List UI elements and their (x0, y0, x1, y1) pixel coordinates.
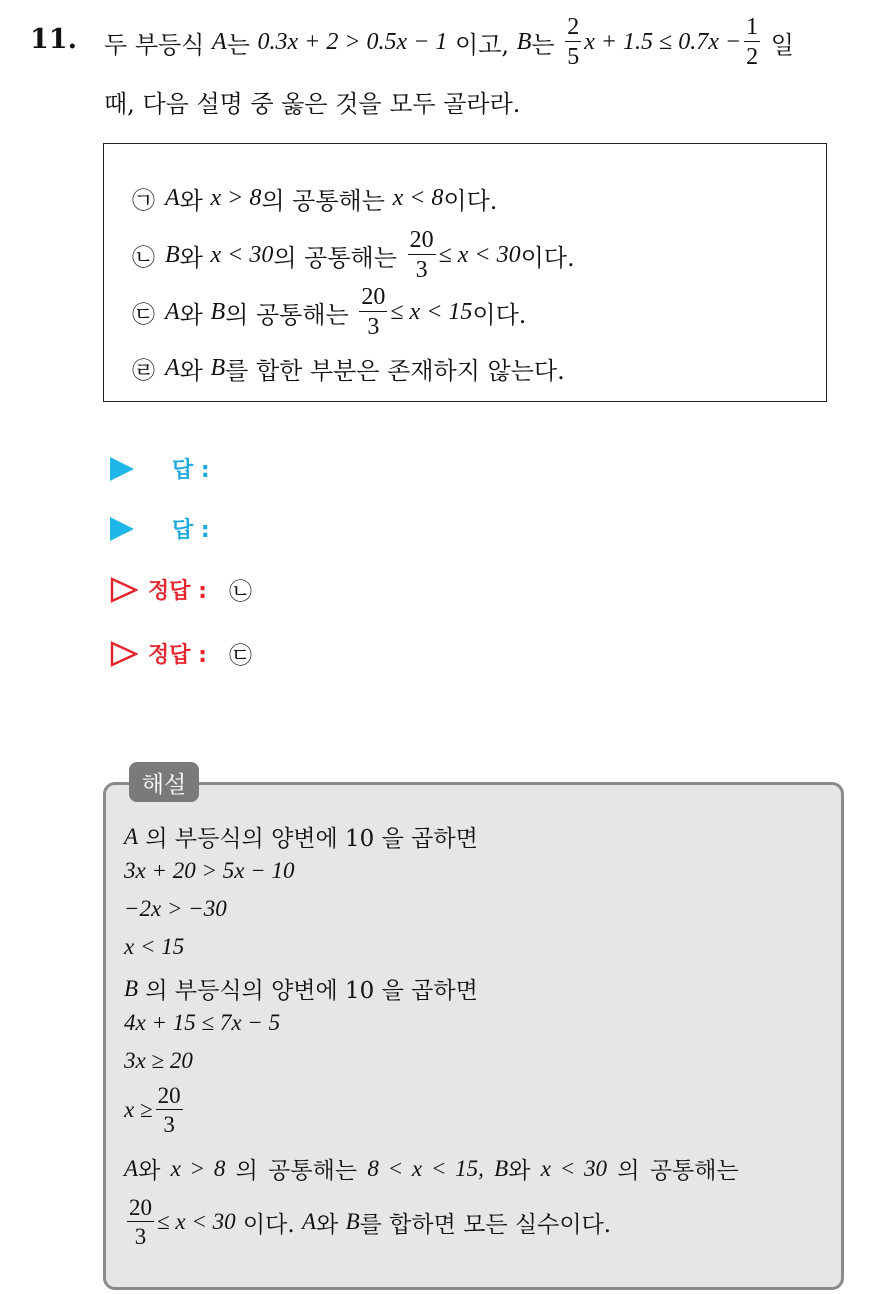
text: 의 공통해는 (617, 1158, 739, 1184)
math: ≤ x < 30 (157, 1209, 236, 1234)
correct-answer-value: ㉢ (228, 643, 252, 669)
math-var: A (124, 823, 139, 849)
text: 이다. (472, 300, 527, 329)
choices-box (103, 143, 827, 402)
fraction-denominator: 3 (415, 257, 428, 283)
math-var: A (165, 354, 180, 381)
solution-line-5 (124, 972, 478, 1005)
math-var-A: A (212, 28, 227, 55)
text: 의 공통해는 (261, 186, 385, 215)
text: 와 (316, 1211, 339, 1238)
math: ≤ x < 15 (390, 298, 473, 325)
text: 와 (138, 1158, 161, 1184)
text: 일 (770, 30, 794, 59)
choice-marker: ㉢ (132, 301, 155, 328)
math-var: B (345, 1209, 360, 1234)
correct-answer-row-2 (110, 637, 252, 670)
fraction (156, 1084, 183, 1136)
math-var: A (124, 1155, 139, 1181)
fraction-denominator: 3 (134, 1224, 147, 1249)
correct-answer-label: 정답 : (148, 579, 207, 604)
fraction-denominator: 5 (567, 44, 580, 70)
solution-line-10 (124, 1196, 611, 1248)
solution-line-9 (124, 1152, 739, 1185)
text: 는 (226, 30, 250, 59)
choice-marker: ㉠ (132, 187, 155, 214)
fraction-numerator: 20 (129, 1195, 152, 1220)
play-triangle-icon (110, 517, 134, 541)
solution-line-7: 3x ≥ 20 (124, 1048, 193, 1073)
answer-label: 답 : (172, 518, 210, 543)
math-var: B (165, 241, 180, 268)
math-var-B: B (516, 28, 532, 55)
text: 이다. (520, 243, 575, 272)
inequality-A: 0.3x + 2 > 0.5x − 1 (257, 28, 448, 55)
outline-triangle-icon (110, 641, 138, 667)
correct-answer-label: 정답 : (148, 643, 207, 668)
fraction (408, 228, 436, 282)
math: x < 8 (392, 184, 444, 211)
choice-4 (132, 340, 565, 396)
fraction (359, 285, 387, 339)
math: x > 8 (170, 1155, 226, 1181)
math: ≤ x < 30 (438, 241, 521, 268)
math-var: A (165, 184, 180, 211)
fraction (565, 15, 581, 69)
solution-line-1 (124, 820, 478, 853)
text: 와 (179, 243, 203, 272)
solution-line-4: x < 15 (124, 934, 185, 959)
problem-statement-line2: 때, 다음 설명 중 옳은 것을 모두 골라라. (104, 90, 521, 118)
solution-tab: 해설 (129, 762, 199, 802)
math-var: A (301, 1209, 317, 1234)
solution-line-6: 4x + 15 ≤ 7x − 5 (124, 1010, 281, 1035)
fraction-numerator: 1 (746, 14, 759, 40)
problem-number: 11. (30, 24, 77, 55)
answer-row-1 (110, 453, 210, 484)
fraction-numerator: 20 (409, 227, 434, 253)
text: 와 (179, 356, 203, 385)
text: 의 공통해는 (273, 243, 397, 272)
fraction (127, 1196, 154, 1248)
correct-answer-row-1 (110, 573, 252, 606)
text: 의 공통해는 (235, 1158, 358, 1184)
problem-statement-line1 (104, 12, 794, 72)
text: 와 (179, 300, 203, 329)
text: 이다. (443, 186, 498, 215)
answer-row-2 (110, 513, 210, 544)
text: 는 (531, 30, 555, 59)
math-var: B (124, 975, 139, 1001)
correct-answer-value: ㉡ (228, 579, 252, 605)
math-var: B (210, 354, 226, 381)
choice-marker: ㉣ (132, 357, 155, 384)
text: 와 (179, 186, 203, 215)
answer-label: 답 : (172, 458, 210, 483)
fraction-denominator: 3 (367, 314, 380, 340)
math-var: B (494, 1155, 509, 1181)
math-var: A (165, 298, 180, 325)
fraction (744, 15, 760, 69)
text: 의 공통해는 (225, 300, 349, 329)
math: x ≥ (124, 1097, 153, 1122)
fraction-numerator: 2 (567, 14, 580, 40)
text: 의 부등식의 양변에 10 을 곱하면 (145, 978, 478, 1004)
solution-line-8 (124, 1084, 186, 1136)
math: 8 < x < 15, (367, 1155, 484, 1181)
math: x < 30 (210, 241, 274, 268)
fraction-denominator: 3 (163, 1112, 175, 1137)
text: 를 합하면 모든 실수이다. (359, 1211, 612, 1238)
choice-1 (132, 170, 497, 226)
text: 를 합한 부분은 존재하지 않는다. (225, 356, 565, 385)
outline-triangle-icon (110, 577, 138, 603)
math: x < 30 (540, 1155, 607, 1181)
choice-3 (132, 284, 526, 340)
text: 의 부등식의 양변에 10 을 곱하면 (145, 826, 478, 852)
math: x > 8 (210, 184, 262, 211)
inequality-B: x + 1.5 ≤ 0.7x − (584, 28, 742, 55)
text: 와 (508, 1158, 531, 1184)
fraction-numerator: 20 (361, 284, 386, 310)
solution-line-2: 3x + 20 > 5x − 10 (124, 858, 295, 883)
fraction-numerator: 20 (157, 1083, 181, 1108)
solution-line-3: −2x > −30 (124, 896, 227, 921)
play-triangle-icon (110, 457, 134, 481)
math-var: B (210, 298, 226, 325)
choice-marker: ㉡ (132, 244, 155, 271)
choice-2 (132, 227, 575, 283)
fraction-denominator: 2 (746, 44, 759, 70)
text: 두 부등식 (104, 30, 205, 59)
text: 이고, (455, 30, 510, 59)
text: 이다. (242, 1211, 295, 1238)
